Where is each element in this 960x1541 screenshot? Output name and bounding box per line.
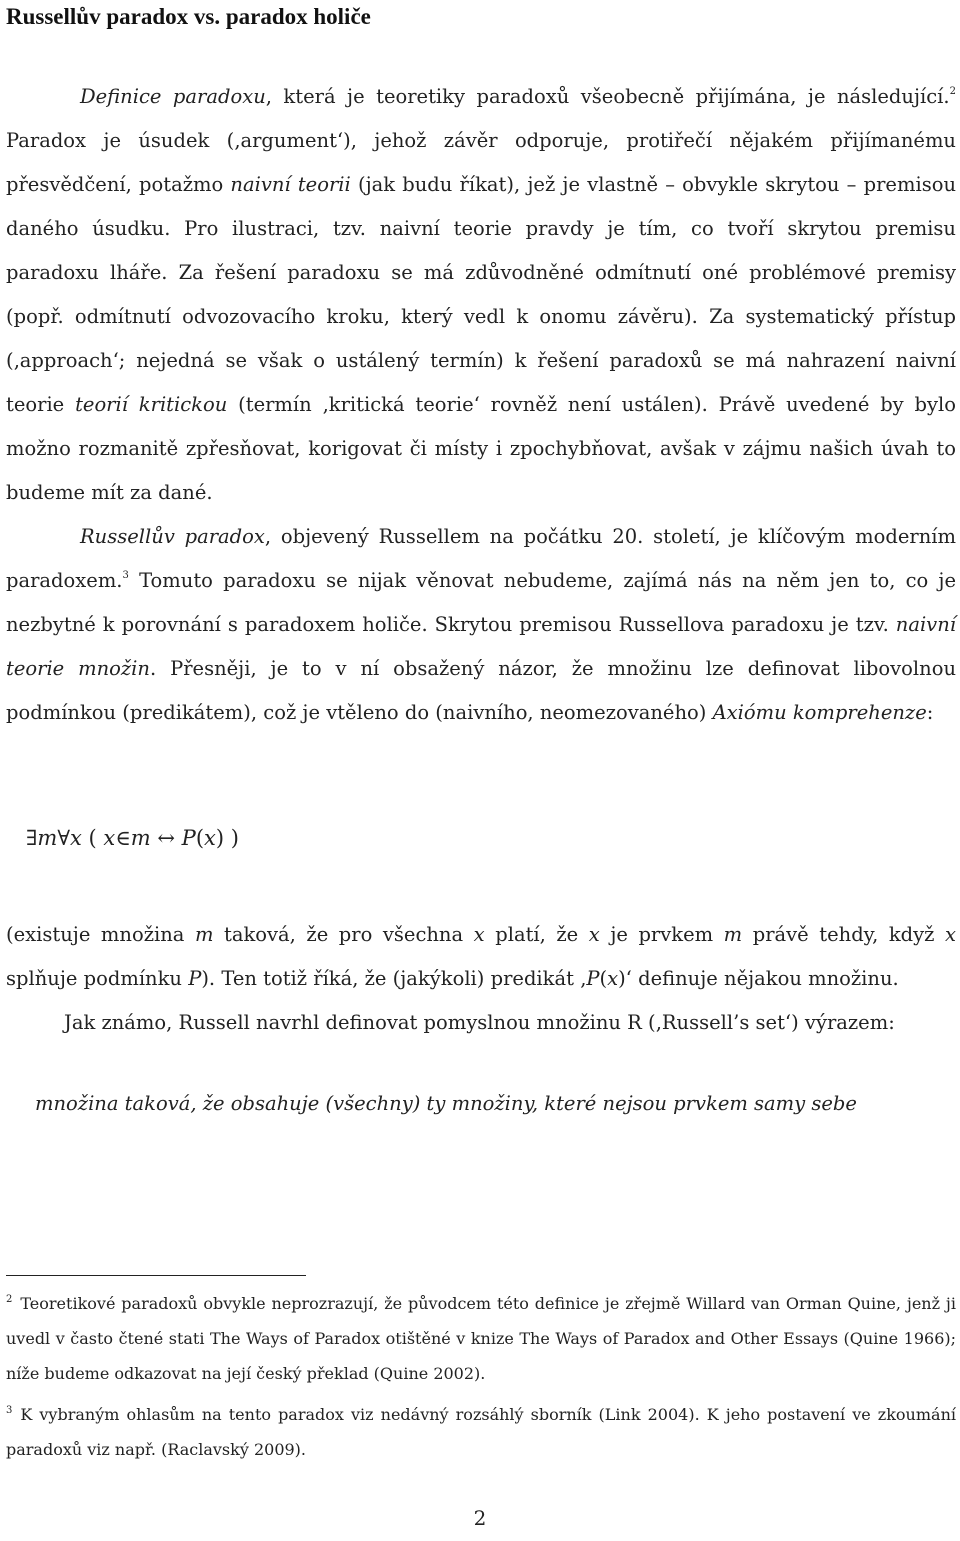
text-run: (jak budu říkat), jež je vlastně – obvykle skrytou – premisou daného úsudku. Pro ilustraci, tzv. naivní teorie pravdy je tím, co tvoří skrytou premisu paradoxu lháře. Za řešení paradoxu se má zdůvodněné odmítnutí oné problémové premisy (popř. odmítnutí odvozovacího kroku, který vedl k onomu závěru). Za systematický přístup (‚approach‘; nejedná se však o ustálený termín) k řešení paradoxů se má nahrazení naivní teorie <box>6 173 956 416</box>
russell-set-definition: množina taková, že obsahuje (všechny) ty množiny, které nejsou prvkem samy sebe <box>35 1092 857 1115</box>
footnotes <box>6 1282 956 1469</box>
footnote-text: K vybraným ohlasům na tento paradox viz nedávný rozsáhlý sborník (Link 2004). K jeho postavení ve zkoumání paradoxů viz např. (Raclavský 2009). <box>6 1405 956 1459</box>
paren: ( <box>81 826 104 850</box>
text-run: (termín ‚kritická teorie‘ rovněž není ustálen). Právě uvedené by bylo možno rozmanitě zpřesňovat, korigovat či místy i zpochybňovat, avšak v zájmu našich úvah to budeme mít za dané. <box>6 393 956 504</box>
text-run: , která je teoretiky paradoxů všeobecně přijímána, je následující. <box>265 85 950 108</box>
text-run: splňuje podmínku <box>6 967 189 990</box>
text-run: (existuje množina <box>6 923 195 946</box>
var-m: m <box>130 826 151 850</box>
var-x: x <box>473 923 485 946</box>
var-x: x <box>945 923 956 946</box>
term-russelluv-paradox: Russellův paradox <box>80 525 265 548</box>
var-x: x <box>588 923 600 946</box>
text-run: taková, že pro všechna <box>213 923 474 946</box>
body-text-continued <box>6 913 956 1045</box>
var-x: x <box>103 826 116 850</box>
text-run: : <box>926 701 934 724</box>
var-x: x <box>70 826 82 850</box>
var-m: m <box>194 923 214 946</box>
text-run: , objevený Russellem na počátku 20. století, je klíčovým moderním paradoxem. <box>6 525 956 592</box>
paragraph-russell <box>6 515 956 735</box>
footnote-2 <box>6 1282 956 1391</box>
iff-symbol: ↔ <box>150 826 182 850</box>
footnote-number: 2 <box>6 1294 13 1305</box>
section-title: Russellův paradox vs. paradox holiče <box>6 4 371 29</box>
text-run: platí, že <box>484 923 589 946</box>
forall-symbol: ∀ <box>57 826 71 850</box>
text-run: . Přesněji, je to v ní obsažený názor, že množinu lze definovat libovolnou podmínkou (predikátem), což je vtěleno do (naivního, neomezovaného) <box>6 657 956 724</box>
footnote-ref-3[interactable]: 3 <box>122 570 129 581</box>
element-of-symbol: ∈ <box>115 826 131 850</box>
body-text <box>6 75 956 735</box>
page-number: 2 <box>473 1506 487 1530</box>
text-run: ( <box>599 967 608 990</box>
term-naivni-teorie-mnozin: naivní teorie množin <box>6 613 956 680</box>
footnote-number: 3 <box>6 1405 13 1416</box>
footnote-text: Teoretikové paradoxů obvykle neprozrazují, že původcem této definice je zřejmě Willard van Orman Quine, jenž ji uvedl v často čtené stati The Ways of Paradox otištěné v knize The Ways of Paradox and Other Essays (Quine 1966); níže budeme odkazovat na její český překlad (Quine 2002). <box>6 1294 956 1383</box>
predicate-p: P <box>586 967 600 990</box>
var-m: m <box>723 923 743 946</box>
exists-symbol: ∃ <box>26 826 38 850</box>
var-m: m <box>37 826 58 850</box>
paragraph-formula-explanation <box>6 913 956 1001</box>
text-run: Paradox je úsudek (‚argument‘), jehož závěr odporuje, protiřečí nějakém přijímanému přesvědčení, potažmo <box>6 129 956 196</box>
text-run: Tomuto paradoxu se nijak věnovat nebudeme, zajímá nás na něm jen to, co je nezbytné k porovnání s paradoxem holiče. Skrytou premisou Russellova paradoxu je tzv. <box>6 569 956 636</box>
text-run: právě tehdy, když <box>742 923 945 946</box>
paragraph-definition <box>6 75 956 515</box>
text-run: je prvkem <box>599 923 724 946</box>
var-x: x <box>607 967 619 990</box>
var-x: x <box>204 826 216 850</box>
predicate-p: P <box>188 967 202 990</box>
footnote-3 <box>6 1393 956 1467</box>
term-definice-paradoxu: Definice paradoxu <box>80 85 266 108</box>
footnote-divider <box>6 1275 306 1276</box>
predicate-p: P <box>181 826 196 850</box>
comprehension-formula <box>26 826 239 850</box>
paren: ) ) <box>215 826 239 850</box>
footnote-ref-2[interactable]: 2 <box>949 86 956 97</box>
text-run: ). Ten totiž říká, že (jakýkoli) predikát ‚ <box>201 967 587 990</box>
term-teorie-kriticka: teorií kritickou <box>75 393 228 416</box>
paren: ( <box>195 826 205 850</box>
text-run: )‘ definuje nějakou množinu. <box>618 967 899 990</box>
term-naivni-teorie: naivní teorii <box>230 173 351 196</box>
term-axiom-komprehenze: Axiómu komprehenze <box>712 701 927 724</box>
paragraph-russell-set: Jak známo, Russell navrhl definovat pomyslnou množinu R (‚Russell’s set‘) výrazem: <box>64 1011 895 1034</box>
